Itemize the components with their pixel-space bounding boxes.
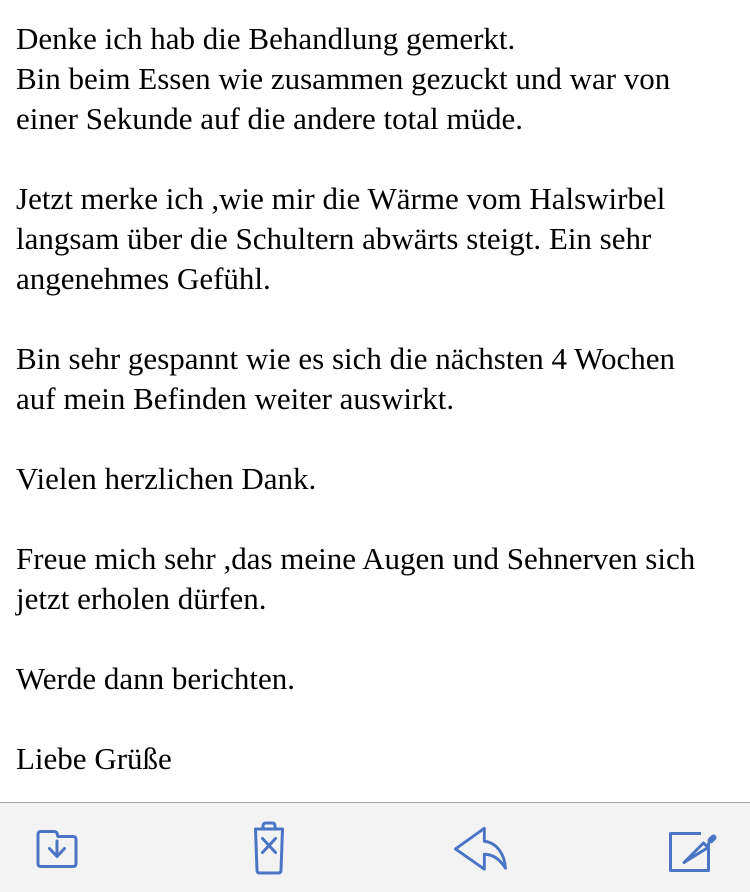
message-line: Bin beim Essen wie zusammen gezuckt und war von (16, 61, 671, 96)
message-line: Freue mich sehr ,das meine Augen und Sehnerven sich (16, 541, 696, 576)
message-paragraph (16, 539, 736, 619)
message-line: Werde dann berichten. (16, 661, 295, 696)
archive-button[interactable] (32, 817, 82, 879)
message-line: Denke ich hab die Behandlung gemerkt. (16, 21, 516, 56)
message-line: Jetzt merke ich ,wie mir die Wärme vom Halswirbel (16, 181, 666, 216)
message-line: Bin sehr gespannt wie es sich die nächsten 4 Wochen (16, 341, 675, 376)
message-line: auf mein Befinden weiter auswirkt. (16, 381, 455, 416)
message-paragraph (16, 19, 736, 139)
trash-icon (251, 820, 287, 876)
bottom-toolbar (0, 802, 750, 892)
message-line: Vielen herzlichen Dank. (16, 461, 317, 496)
reply-arrow-icon (451, 823, 509, 873)
message-line: Liebe Grüße (16, 741, 172, 776)
message-paragraph (16, 179, 736, 299)
message-paragraph (16, 459, 736, 499)
message-line: einer Sekunde auf die andere total müde. (16, 101, 523, 136)
compose-icon (666, 822, 718, 874)
message-line: langsam über die Schultern abwärts steigt. Ein sehr (16, 221, 652, 256)
delete-button[interactable] (244, 817, 294, 879)
compose-button[interactable] (667, 817, 717, 879)
message-paragraph (16, 659, 736, 699)
message-line: angenehmes Gefühl. (16, 261, 271, 296)
message-line: jetzt erholen dürfen. (16, 581, 267, 616)
message-paragraph (16, 339, 736, 419)
archive-folder-down-icon (34, 827, 80, 869)
message-paragraph (16, 739, 736, 779)
reply-button[interactable] (455, 817, 505, 879)
